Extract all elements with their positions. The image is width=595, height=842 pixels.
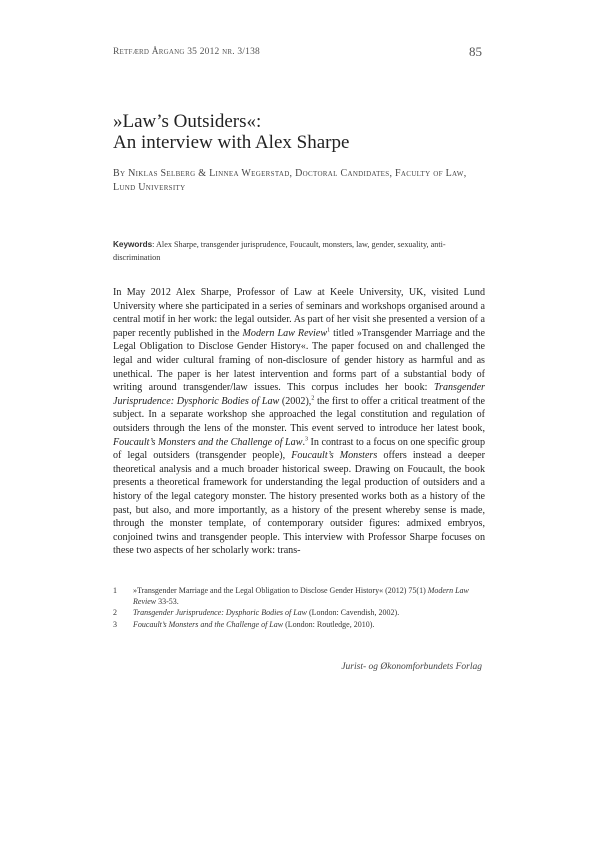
body-span: offers instead a deeper theoretical analysis and a much broader historical sweep. Drawing on Foucault, the book presents a theoretical framework for understanding the legal production of outsiders and a history of the legal category monster. The history presented works both as a history of the past, but also, and more importantly, as a history of the present whereby sense is made, through the monster template, of contemporary outsider figures: admixed embryos, conjoined twins and transgender people. This interview with Professor Sharpe focuses on these two aspects of her scholarly work: trans- xyxy=(113,450,486,557)
footnote-ref-3: 3 xyxy=(304,436,308,443)
body-span: . xyxy=(302,436,305,448)
footnote-ref-2: 2 xyxy=(311,395,315,402)
author-byline: By Niklas Selberg & Linnea Wegerstad, Doctoral Candidates, Faculty of Law, Lund University xyxy=(113,168,467,193)
footnotes xyxy=(113,585,485,630)
footnote-ref-1: 1 xyxy=(327,327,331,334)
body-span: the first to offer a critical treatment of the subject. In a separate workshop she approached the legal constitution and regulation of outsiders through the lens of the monster. This event served to introduce her latest book, xyxy=(113,395,485,434)
footnote-italic: Foucault’s Monsters and the Challenge of Law xyxy=(133,619,284,629)
journal-title: Modern Law Review xyxy=(242,327,328,339)
publisher-name: Jurist- og Økonomforbundets Forlag xyxy=(341,662,482,672)
running-head: Retfærd Årgang 35 2012 nr. 3/138 xyxy=(113,47,260,57)
footnote xyxy=(113,585,485,607)
book-title: Transgender Jurisprudence: Dysphoric Bodies of Law xyxy=(113,382,485,407)
body-paragraph xyxy=(113,286,485,558)
footnote-text xyxy=(133,619,485,630)
footnote-number: 2 xyxy=(113,608,117,618)
book-title: Foucault’s Monsters and the Challenge of Law xyxy=(113,436,303,448)
footnote-italic: Transgender Jurisprudence: Dysphoric Bodies of Law xyxy=(133,608,307,618)
keywords xyxy=(113,239,485,264)
footnote-span: (London: Cavendish, 2002). xyxy=(307,608,400,618)
keywords-label: Keywords xyxy=(113,240,153,249)
footnote xyxy=(113,619,485,630)
body-span: In May 2012 Alex Sharpe, Professor of Law at Keele University, UK, visited Lund University where she participated in a series of seminars and workshops organised around a central motif in her work: the legal outsider. As part of her visit she presented a version of a paper recently published in the xyxy=(113,287,485,339)
article-title xyxy=(113,111,349,153)
footnote-span: (London: Routledge, 2010). xyxy=(283,619,375,629)
body-text xyxy=(113,286,485,558)
keywords-list: : Alex Sharpe, transgender jurisprudence, Foucault, monsters, law, gender, sexuality, anti-discrimination xyxy=(113,240,446,262)
footnote-text xyxy=(133,607,485,618)
body-span: In contrast to a focus on one specific group of legal outsiders (transgender people), xyxy=(113,436,485,462)
footnote xyxy=(113,607,485,618)
page-number: 85 xyxy=(469,44,482,59)
article-title-line-2: An interview with Alex Sharpe xyxy=(113,132,350,153)
footnote-number: 1 xyxy=(113,586,117,595)
footnote-span: »Transgender Marriage and the Legal Obligation to Disclose Gender History« (2012) 75(1) xyxy=(133,586,428,595)
book-title: Foucault’s Monsters xyxy=(291,450,378,462)
footnote-text xyxy=(133,585,485,607)
footnote-number: 3 xyxy=(113,619,117,629)
footnote-italic: Modern Law Review xyxy=(133,586,469,607)
body-span: (2002), xyxy=(279,395,312,407)
article-title-line-1: »Law’s Outsiders«: xyxy=(113,111,262,132)
body-span: titled »Transgender Marriage and the Legal Obligation to Disclose Gender History«. The paper focused on and challenged the legal and wider cultural framing of non-disclosure of gender history as harmful and as unethical. The paper is her latest intervention and forms part of a substantial body of writing around transgender/law issues. This corpus includes her book: xyxy=(113,327,485,394)
footnote-span: 33-53. xyxy=(156,597,179,607)
